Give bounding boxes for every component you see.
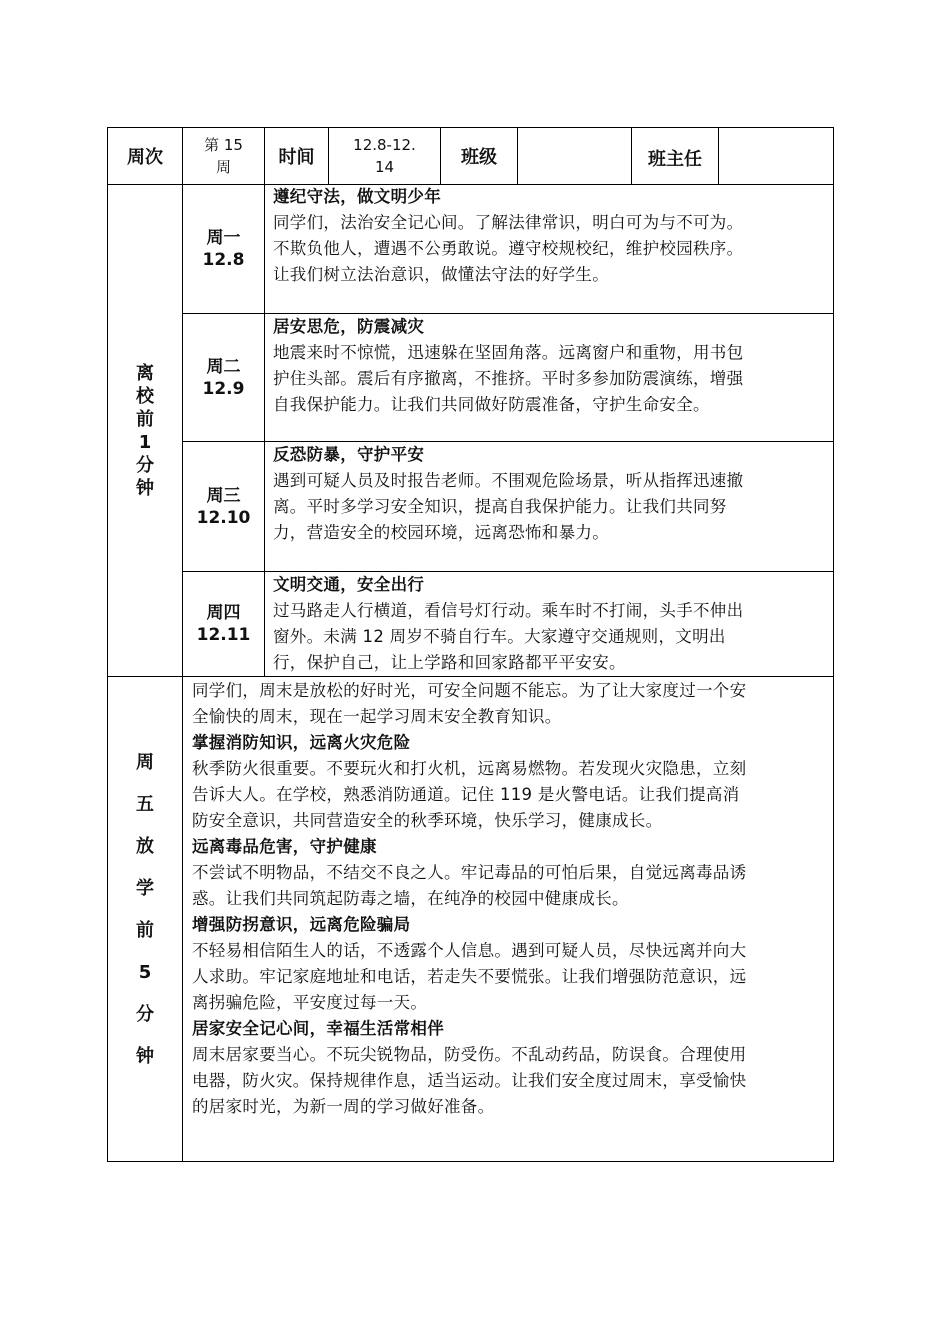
intro-line: 全愉快的周末，现在一起学习周末安全教育知识。 [192,707,562,726]
teacher-value[interactable] [719,128,833,184]
day-date: 12.8 [202,250,245,270]
day-name: 周四 [206,603,241,623]
content-line: 同学们，法治安全记心间。了解法律常识，明白可为与不可为。 [273,213,744,232]
section1-col-b [264,184,265,676]
content-line: 不尝试不明物品，不结交不良之人。牢记毒品的可怕后果，自觉远离毒品诱 [192,863,747,882]
section1-label-char: 校 [136,385,154,407]
content-line: 过马路走人行横道，看信号灯行动。乘车时不打闹，头手不伸出 [273,601,744,620]
section-divider [107,676,834,677]
section2-label-char: 周 [136,752,154,773]
section2-label-char: 学 [136,878,154,899]
content-line: 离。平时多学习安全知识，提高自我保护能力。让我们共同努 [273,497,727,516]
day-content-thu [273,572,828,676]
day-content-wed [273,442,828,546]
teacher-label: 班主任 [648,149,702,170]
content-line: 自我保护能力。让我们共同做好防震准备，守护生命安全。 [273,395,710,414]
section1-label-char: 分 [136,454,154,476]
content-line: 地震来时不惊慌，迅速躲在坚固角落。远离窗户和重物，用书包 [273,343,744,362]
day-date: 12.10 [196,507,251,528]
topic-title: 文明交通，安全出行 [273,575,425,594]
topic-title: 居安思危，防震减灾 [273,317,425,336]
content-line: 窗外。未满 12 周岁不骑自行车。大家遵守交通规则，文明出 [273,627,726,646]
border-bottom [107,1161,834,1162]
week-value: 第 15 周 [204,136,243,176]
day-date: 12.9 [202,378,245,399]
day-content-tue [273,314,828,418]
content-line: 行，保护自己，让上学路和回家路都平平安安。 [273,653,626,672]
friday-content [192,678,828,1120]
content-line: 防安全意识，共同营造安全的秋季环境，快乐学习，健康成长。 [192,811,663,830]
section1-label [108,185,182,676]
day-cell-thu [183,572,264,676]
topic-title: 增强防拐意识，远离危险骗局 [192,915,411,934]
section1-label-char: 离 [136,362,154,384]
content-line: 不轻易相信陌生人的话，不透露个人信息。遇到可疑人员，尽快远离并向大 [192,941,747,960]
section2-label-char: 五 [136,794,154,815]
section2-label-char: 前 [136,920,154,941]
day-cell-tue [183,314,264,441]
day-name: 周二 [206,356,241,377]
section1-label-char: 前 [136,408,154,430]
class-label: 班级 [461,147,497,168]
class-value[interactable] [518,128,631,184]
time-label: 时间 [278,147,315,168]
week-label: 周次 [127,147,163,168]
content-line: 人求助。牢记家庭地址和电话，若走失不要慌张。让我们增强防范意识，远 [192,967,747,986]
content-line: 秋季防火很重要。不要玩火和打火机，远离易燃物。若发现火灾隐患，立刻 [192,759,747,778]
section2-label-char: 放 [136,836,154,857]
content-line: 的居家时光，为新一周的学习做好准备。 [192,1097,495,1116]
content-line: 遇到可疑人员及时报告老师。不围观危险场景，听从指挥迅速撤 [273,471,744,490]
day-content-mon [273,184,828,288]
content-line: 电器，防火灾。保持规律作息，适当运动。让我们安全度过周末，享受愉快 [192,1071,747,1090]
section1-label-char: 1 [138,431,152,453]
section2-label-char: 分 [136,1004,154,1025]
content-line: 惑。让我们共同筑起防毒之墙，在纯净的校园中健康成长。 [192,889,629,908]
content-line: 离拐骗危险，平安度过每一天。 [192,993,428,1012]
topic-title: 掌握消防知识，远离火灾危险 [192,733,411,752]
day-name: 周一 [206,228,241,248]
section2-label-char: 5 [138,962,152,983]
content-line: 力，营造安全的校园环境，远离恐怖和暴力。 [273,523,609,542]
section2-label [108,742,182,1078]
topic-title: 遵纪守法，做文明少年 [273,187,441,206]
content-line: 告诉大人。在学校，熟悉消防通道。记住 119 是火警电话。让我们提高消 [192,785,740,804]
day-name: 周三 [206,485,241,506]
content-line: 周末居家要当心。不玩尖锐物品，防受伤。不乱动药品，防误食。合理使用 [192,1045,747,1064]
section1-label-char: 钟 [136,477,154,499]
topic-title: 居家安全记心间，幸福生活常相伴 [192,1019,444,1038]
content-line: 护住头部。震后有序撤离，不推挤。平时多参加防震演练，增强 [273,369,744,388]
topic-title: 反恐防暴，守护平安 [273,445,425,464]
section2-col [182,676,183,1162]
content-line: 让我们树立法治意识，做懂法守法的好学生。 [273,265,609,284]
content-line: 不欺负他人，遭遇不公勇敢说。遵守校规校纪，维护校园秩序。 [273,239,744,258]
day-date: 12.11 [196,625,251,645]
topic-title: 远离毒品危害，守护健康 [192,837,377,856]
intro-line: 同学们，周末是放松的好时光，可安全问题不能忘。为了让大家度过一个安 [192,681,747,700]
day-cell-wed [183,442,264,571]
time-value: 12.8-12.14 [353,136,416,176]
day-cell-mon [183,185,264,313]
section2-label-char: 钟 [136,1046,154,1067]
border-right [833,127,834,1162]
